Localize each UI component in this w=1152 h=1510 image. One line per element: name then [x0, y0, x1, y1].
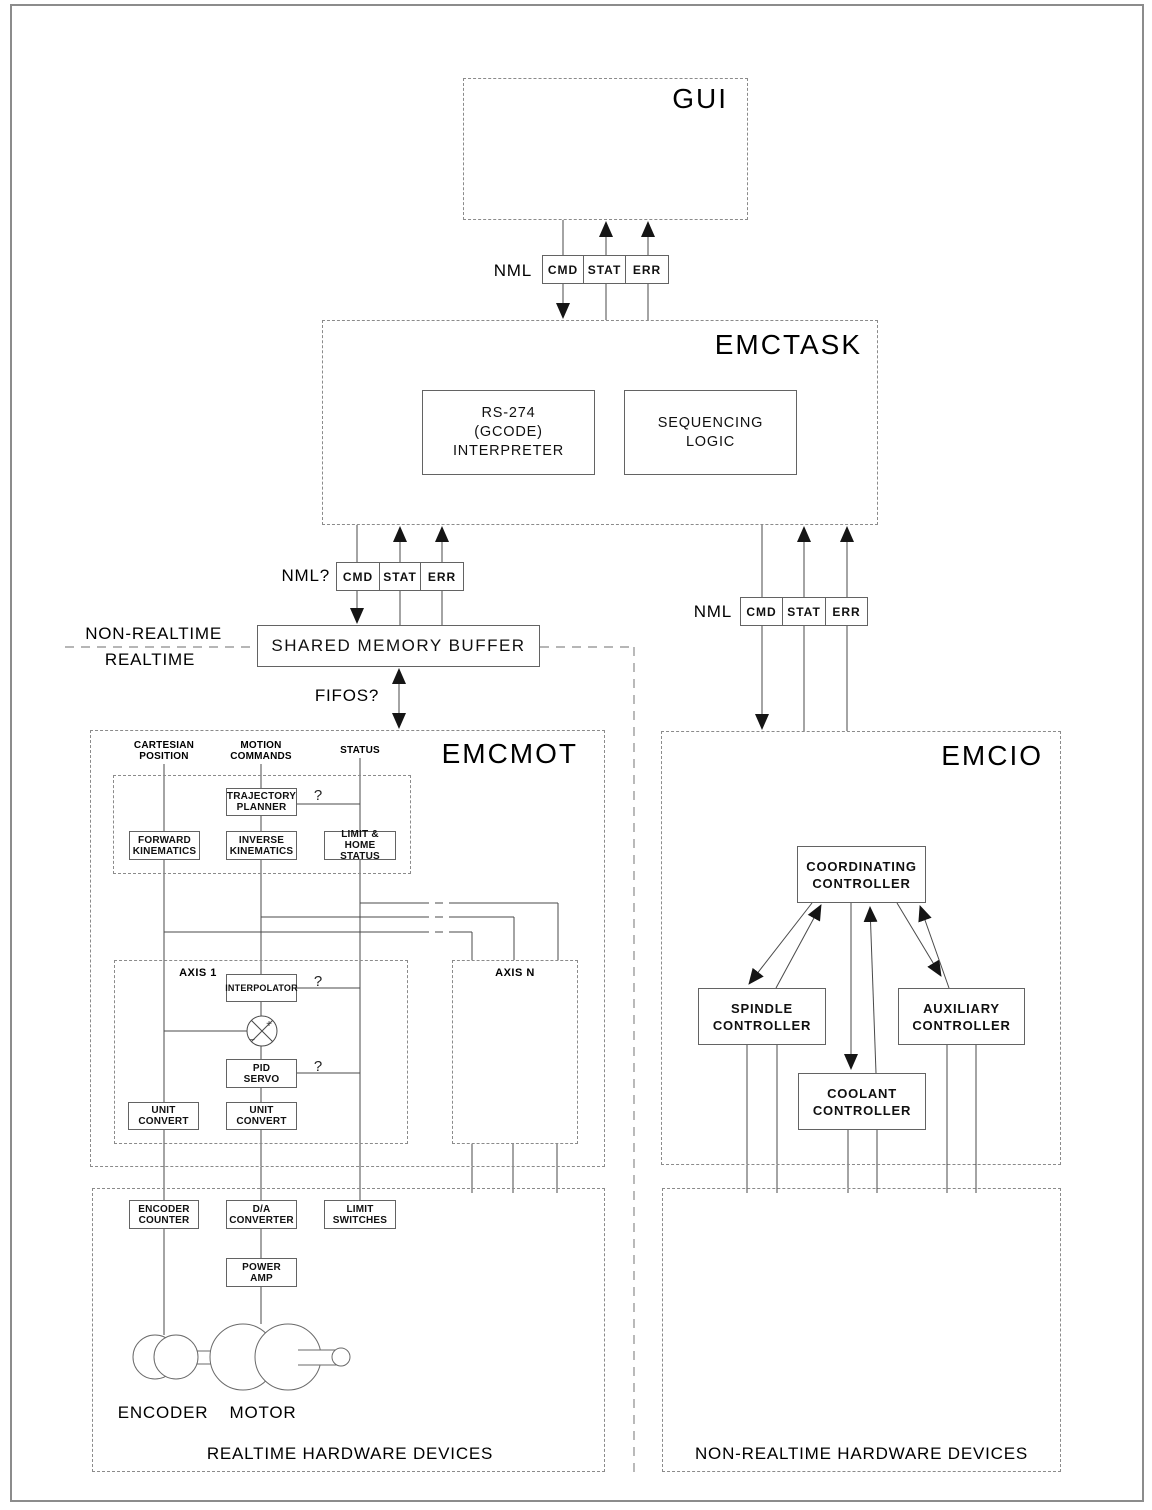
- label-line: CONTROLLER: [712, 1017, 812, 1033]
- nml-cmd-box-io: [740, 597, 783, 626]
- axisn-label: AXIS N: [495, 967, 535, 979]
- status-label: STATUS: [340, 745, 380, 756]
- encoder-label: ENCODER: [117, 1403, 209, 1422]
- limit-home-status-box: [324, 831, 396, 860]
- buffer-label: SHARED MEMORY BUFFER: [271, 636, 526, 655]
- channel-label: STAT: [383, 569, 417, 584]
- nml-err-box-mot: [420, 562, 464, 591]
- label-line: CONVERT: [236, 1116, 287, 1127]
- label-line: MOTION: [240, 740, 282, 751]
- label-line: CONVERT: [138, 1116, 189, 1127]
- label-line: CONTROLLER: [812, 875, 911, 891]
- label-line: POSITION: [139, 750, 189, 762]
- label-line: INVERSE: [238, 834, 285, 846]
- realtime-hardware-box: [92, 1188, 605, 1472]
- da-converter-box: [226, 1200, 297, 1229]
- emctask-title: EMCTASK: [714, 329, 862, 360]
- interpolator-box: [226, 974, 297, 1002]
- label-line: POWER: [242, 1261, 281, 1273]
- fifos-label: FIFOS?: [314, 686, 380, 705]
- label-line: COMMANDS: [230, 750, 292, 762]
- nml-err-box-gui: [625, 255, 669, 284]
- label-line: ENCODER: [138, 1203, 190, 1215]
- non-realtime-label: NON-REALTIME: [85, 624, 222, 643]
- coolant-controller-box: [798, 1073, 926, 1130]
- forward-kinematics-box: [129, 831, 200, 860]
- unit-convert-box-output: [226, 1102, 297, 1130]
- channel-label: CMD: [746, 604, 777, 619]
- label-line: FORWARD: [138, 834, 191, 846]
- label-line: SPINDLE: [731, 1000, 793, 1016]
- label-line: SWITCHES: [332, 1214, 388, 1226]
- nml-label-io: NML: [693, 602, 732, 621]
- label-line: INTERPOLATOR: [225, 983, 298, 993]
- power-amp-box: [226, 1258, 297, 1287]
- label-line: SERVO: [243, 1073, 280, 1085]
- channel-label: ERR: [427, 569, 457, 584]
- nml-stat-box-gui: [583, 255, 626, 284]
- shared-memory-buffer-box: [257, 625, 540, 667]
- label-line: PLANNER: [236, 802, 287, 813]
- sequencing-logic-box: [624, 390, 797, 475]
- axisn-box: [452, 960, 578, 1144]
- label-line: RS-274: [481, 405, 536, 421]
- inverse-kinematics-box: [226, 831, 297, 860]
- channel-label: STAT: [587, 262, 622, 277]
- label-line: LIMIT: [346, 1203, 374, 1215]
- label-line: KINEMATICS: [132, 845, 197, 857]
- emcio-title: EMCIO: [941, 740, 1043, 771]
- nml-stat-box-io: [782, 597, 826, 626]
- junction-plus-sign: +: [266, 1019, 272, 1030]
- cartesian-position-label: [124, 741, 204, 762]
- non-realtime-hardware-box: [662, 1188, 1061, 1472]
- question-mark-pid: ?: [313, 1058, 323, 1075]
- realtime-hardware-title: REALTIME HARDWARE DEVICES: [206, 1444, 494, 1463]
- trajectory-planner-box: [226, 788, 297, 816]
- label-line: AUXILIARY: [923, 1000, 1000, 1016]
- encoder-counter-box: [129, 1200, 199, 1229]
- label-line: (GCODE): [474, 424, 543, 440]
- question-mark-trajectory: ?: [313, 787, 323, 804]
- label-line: CARTESIAN: [133, 740, 195, 751]
- label-line: AMP: [250, 1272, 273, 1284]
- spindle-controller-box: [698, 988, 826, 1045]
- label-line: TRAJECTORY: [226, 791, 297, 802]
- nml-stat-box-mot: [379, 562, 421, 591]
- motor-label: MOTOR: [229, 1403, 297, 1422]
- label-line: STATUS: [340, 851, 380, 862]
- junction-minus-sign: −: [249, 1035, 255, 1046]
- nml-label-mot: NML?: [281, 566, 330, 585]
- nml-cmd-box-gui: [542, 255, 584, 284]
- gcode-interpreter-box: [422, 390, 595, 475]
- label-line: COOLANT: [827, 1085, 897, 1101]
- label-line: PID: [252, 1062, 271, 1074]
- label-line: CONVERTER: [229, 1214, 294, 1226]
- realtime-label: REALTIME: [104, 650, 196, 669]
- label-line: INTERPRETER: [452, 443, 565, 459]
- label-line: UNIT: [151, 1105, 176, 1116]
- nml-label-gui: NML: [493, 261, 532, 280]
- non-realtime-hardware-title: NON-REALTIME HARDWARE DEVICES: [694, 1444, 1028, 1463]
- gui-title: GUI: [672, 83, 728, 114]
- unit-convert-box-feedback: [128, 1102, 199, 1130]
- label-line: COORDINATING: [806, 858, 917, 874]
- question-mark-interpolator: ?: [313, 973, 323, 990]
- limit-switches-box: [324, 1200, 396, 1229]
- channel-label: ERR: [832, 604, 861, 619]
- label-line: KINEMATICS: [229, 845, 294, 857]
- coordinating-controller-box: [797, 846, 926, 903]
- channel-label: CMD: [342, 569, 374, 584]
- channel-label: CMD: [547, 262, 579, 277]
- motion-commands-label: [221, 741, 301, 762]
- emcmot-title: EMCMOT: [441, 738, 578, 769]
- label-line: D/A: [252, 1203, 271, 1215]
- label-line: LOGIC: [685, 433, 736, 450]
- channel-label: ERR: [632, 262, 662, 277]
- nml-err-box-io: [825, 597, 868, 626]
- auxiliary-controller-box: [898, 988, 1025, 1045]
- axis1-label: AXIS 1: [179, 967, 217, 979]
- label-line: COUNTER: [138, 1214, 190, 1226]
- label-line: LIMIT & HOME: [341, 829, 379, 851]
- label-line: CONTROLLER: [812, 1102, 912, 1118]
- label-line: UNIT: [249, 1105, 274, 1116]
- nml-cmd-box-mot: [336, 562, 380, 591]
- pid-servo-box: [226, 1059, 297, 1088]
- label-line: CONTROLLER: [912, 1017, 1011, 1033]
- label-line: SEQUENCING: [657, 414, 764, 431]
- channel-label: STAT: [787, 604, 821, 619]
